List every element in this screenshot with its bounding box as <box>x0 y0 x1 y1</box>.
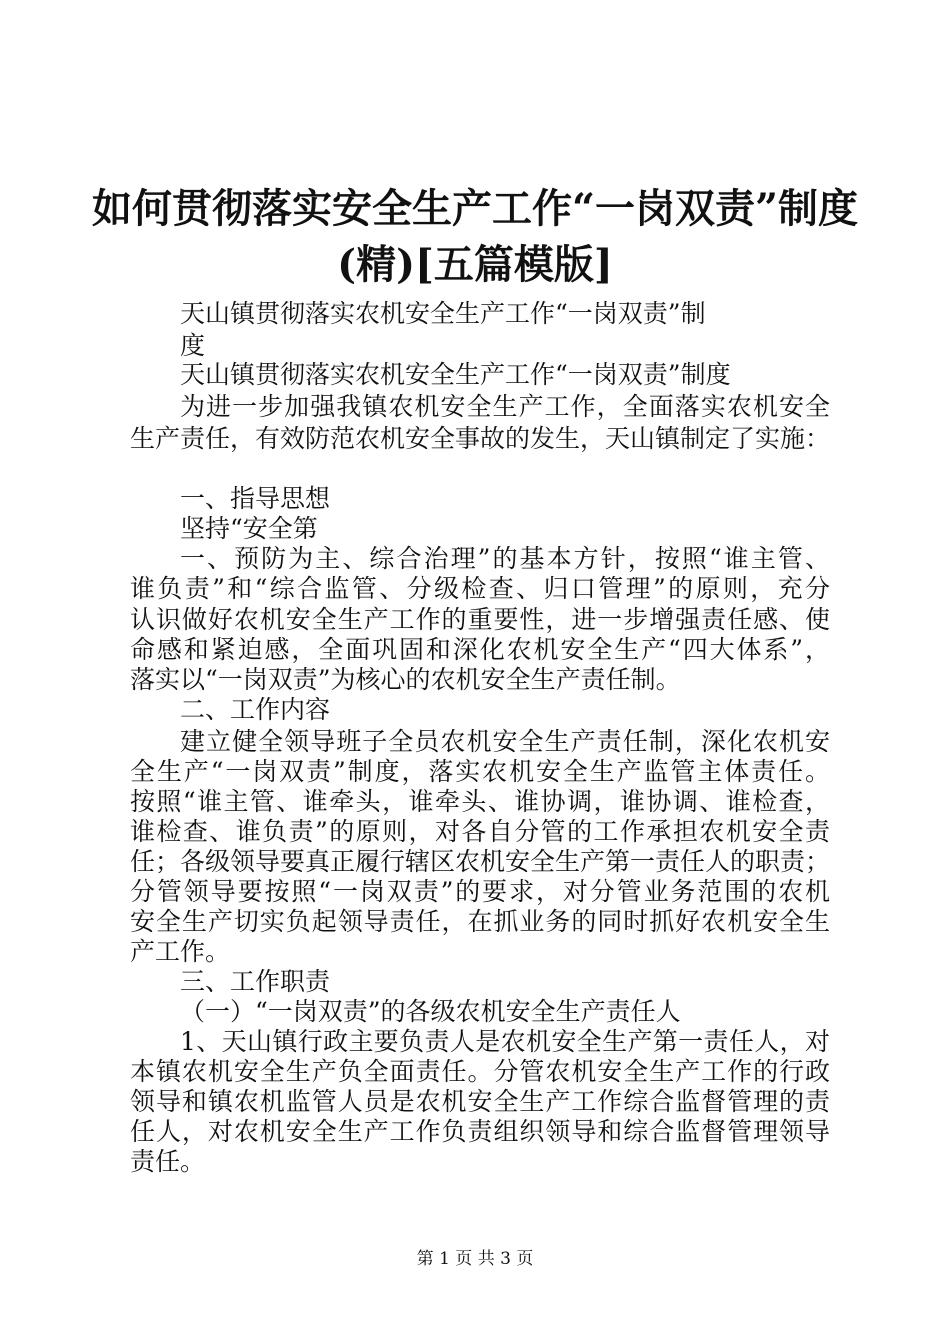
paragraph-line: 建立健全领导班子全员农机安全生产责任制，深化农机安 <box>180 727 830 756</box>
paragraph-line: 坚持“安全第 <box>180 514 318 543</box>
paragraph-line: 任；各级领导要真正履行辖区农机安全生产第一责任人的职责； <box>130 847 831 876</box>
paragraph-line: 1、天山镇行政主要负责人是农机安全生产第一责任人，对 <box>180 1027 830 1056</box>
paragraph-line: 命感和紧迫感，全面巩固和深化农机安全生产“四大体系”， <box>130 635 830 664</box>
paragraph-line: 分管领导要按照“一岗双责”的要求，对分管业务范围的农机 <box>130 877 830 906</box>
section-heading: 二、工作内容 <box>180 695 331 724</box>
paragraph-line: 任人，对农机安全生产工作负责组织领导和综合监督管理领导 <box>130 1117 830 1146</box>
paragraph-line: 按照“谁主管、谁牵头，谁牵头、谁协调，谁协调、谁检查， <box>130 787 830 816</box>
paragraph-line: 产工作。 <box>130 937 231 966</box>
paragraph-line: 生产责任，有效防范农机安全事故的发生，天山镇制定了实施： <box>130 424 831 453</box>
page-footer: 第 1 页 共 3 页 <box>416 1249 534 1269</box>
document-title-line-2: (精)[五篇模版] <box>337 241 613 288</box>
paragraph-line: 领导和镇农机监管人员是农机安全生产工作综合监督管理的责 <box>130 1087 830 1116</box>
subsection-heading: （一）“一岗双责”的各级农机安全生产责任人 <box>180 997 681 1026</box>
paragraph-line: 本镇农机安全生产负全面责任。分管农机安全生产工作的行政 <box>130 1057 830 1086</box>
paragraph-line: 安全生产切实负起领导责任，在抓业务的同时抓好农机安全生 <box>130 907 830 936</box>
section-heading: 天山镇贯彻落实农机安全生产工作“一岗双责”制度 <box>180 360 731 389</box>
paragraph-line: 责任。 <box>130 1147 206 1176</box>
paragraph-line: 一、预防为主、综合治理”的基本方针，按照“谁主管、 <box>180 544 830 573</box>
paragraph-line: 谁负责”和“综合监管、分级检查、归口管理”的原则，充分 <box>130 574 830 603</box>
paragraph-line: 认识做好农机安全生产工作的重要性，进一步增强责任感、使 <box>130 605 830 634</box>
subtitle-line: 天山镇贯彻落实农机安全生产工作“一岗双责”制 <box>180 299 706 328</box>
section-heading: 一、指导思想 <box>180 484 331 513</box>
subtitle-line: 度 <box>180 331 206 360</box>
document-title-line-1: 如何贯彻落实安全生产工作“一岗双责”制度 <box>91 185 858 232</box>
paragraph-line: 谁检查、谁负责”的原则，对各自分管的工作承担农机安全责 <box>130 817 830 846</box>
section-heading: 三、工作职责 <box>180 967 331 996</box>
paragraph-line: 为进一步加强我镇农机安全生产工作，全面落实农机安全 <box>180 392 830 421</box>
paragraph-line: 落实以“一岗双责”为核心的农机安全生产责任制。 <box>130 665 681 694</box>
paragraph-line: 全生产“一岗双责”制度，落实农机安全生产监管主体责任。 <box>130 757 830 786</box>
